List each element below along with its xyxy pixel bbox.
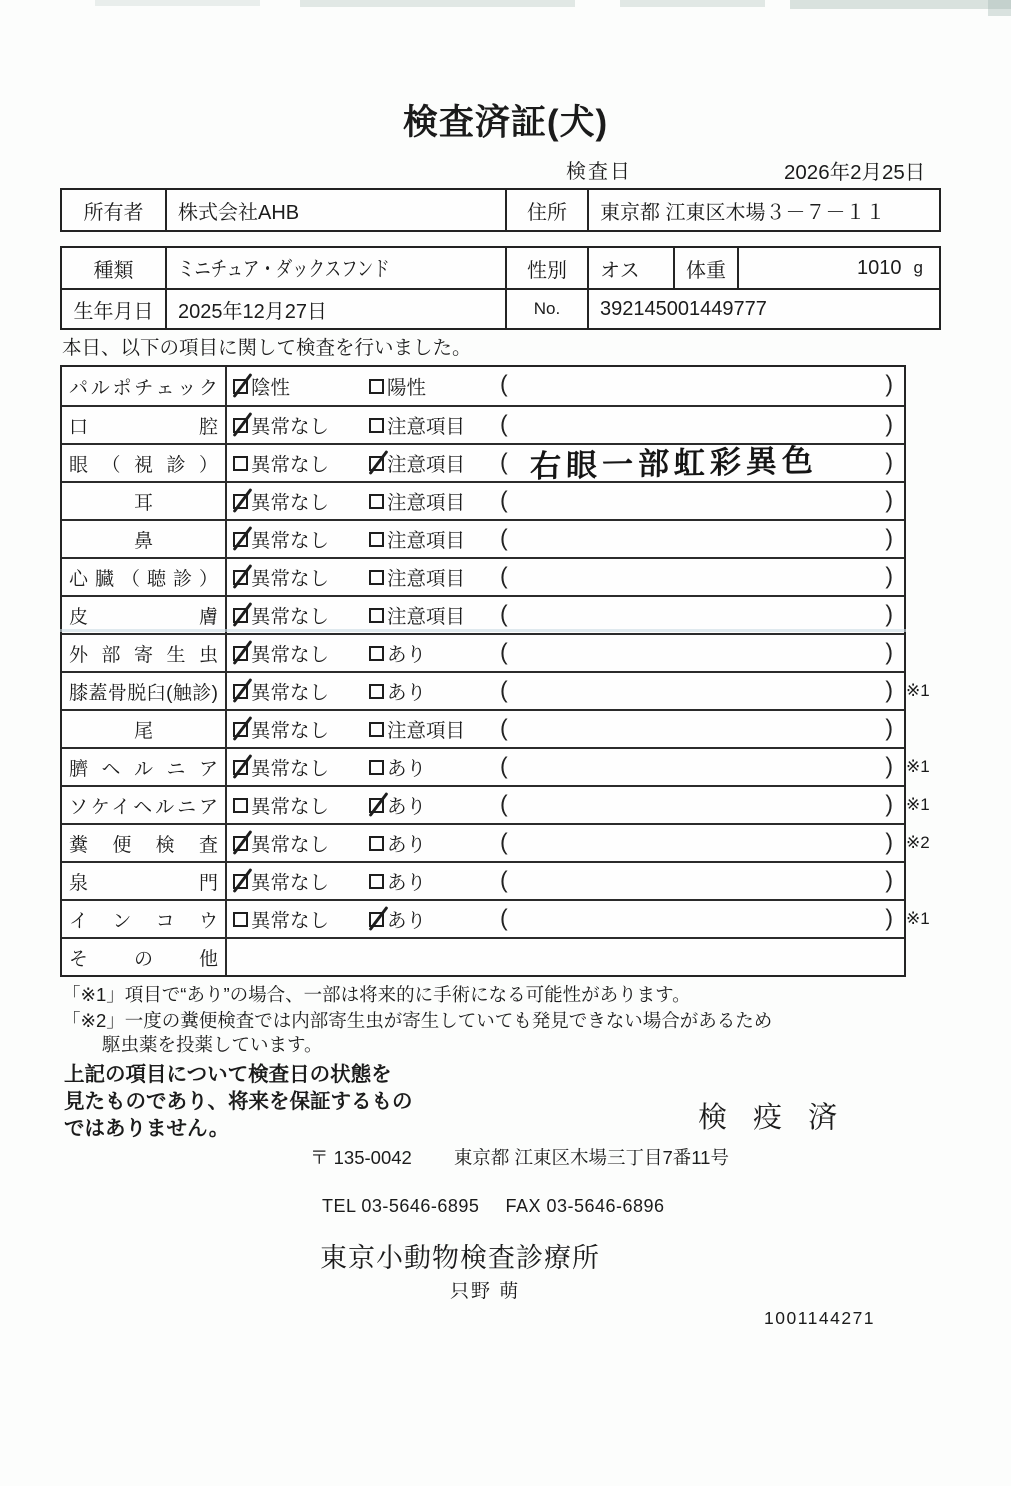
paren-open: (	[500, 866, 508, 893]
disclaimer-text	[64, 1061, 413, 1142]
option-label: 注意項目	[387, 492, 466, 514]
option-label: 注意項目	[387, 606, 466, 628]
checkbox-icon	[369, 722, 384, 737]
exam-label-cell	[62, 673, 227, 709]
option-label: 注意項目	[387, 530, 466, 552]
paren-open: (	[500, 638, 508, 665]
checkbox-icon	[233, 532, 248, 547]
paren-open: (	[500, 370, 508, 397]
scan-artifact	[988, 0, 1011, 16]
checkbox-icon	[369, 608, 384, 623]
checkbox-icon	[233, 912, 248, 927]
exam-item-label: 口腔	[69, 416, 218, 438]
exam-row	[62, 671, 930, 709]
exam-row	[62, 747, 930, 785]
checkbox-icon	[233, 456, 248, 471]
disclaimer-line-2: 見たものであり、将来を保証するもの	[64, 1090, 413, 1113]
option-2	[369, 677, 426, 705]
footnote-mark: ※1	[906, 681, 930, 700]
exam-item-label: 心臓（聴診）	[69, 568, 218, 590]
option-label: あり	[387, 910, 427, 932]
breed-text: ミニチュア・ダックスフンド	[178, 258, 390, 281]
scan-artifact	[95, 0, 260, 6]
paren-open: (	[500, 600, 508, 627]
option-label: 注意項目	[387, 454, 466, 476]
owner-address: 東京都 江東区木場３－７－１１	[600, 201, 886, 224]
option-label: 異常なし	[251, 682, 330, 704]
exam-label-cell	[62, 367, 227, 405]
exam-label-cell	[62, 521, 227, 557]
exam-row-options	[227, 367, 904, 405]
option-label: 異常なし	[251, 492, 330, 514]
paren-open: (	[500, 410, 508, 437]
exam-row	[62, 481, 904, 519]
exam-row-options	[227, 483, 904, 519]
checkbox-icon	[369, 418, 384, 433]
paren-close: )	[885, 676, 893, 703]
sex-value: オス	[589, 248, 675, 288]
option-1	[233, 449, 329, 477]
option-1	[233, 639, 329, 667]
exam-label-cell	[62, 559, 227, 595]
paren-open: (	[500, 828, 508, 855]
checkbox-icon	[369, 836, 384, 851]
clinic-address: 東京都 江東区木場三丁目7番11号	[453, 1147, 729, 1168]
checkbox-icon	[233, 798, 248, 813]
exam-row	[62, 633, 904, 671]
option-2	[369, 905, 426, 933]
option-label: 異常なし	[251, 644, 330, 666]
checkbox-icon	[233, 418, 248, 433]
option-label: 異常なし	[251, 720, 330, 742]
paren-open: (	[500, 676, 508, 703]
option-label: 異常なし	[251, 796, 330, 818]
clinic-tel-line	[322, 1196, 665, 1217]
page-title: 検査済証(犬)	[402, 103, 609, 142]
option-1	[233, 525, 329, 553]
paren-close: )	[885, 600, 893, 627]
option-1	[233, 601, 329, 629]
clinic-fax: FAX 03-5646-6896	[505, 1196, 665, 1216]
owner-name: 株式会社AHB	[167, 190, 507, 230]
option-label: 注意項目	[387, 568, 466, 590]
checkbox-icon	[369, 532, 384, 547]
paren-close: )	[885, 410, 893, 437]
option-1	[233, 905, 329, 933]
checkbox-icon	[233, 836, 248, 851]
option-1	[233, 829, 329, 857]
footnote-2-line-1: 「※2」一度の糞便検査では内部寄生虫が寄生していても発見できない場合があるため	[62, 1010, 773, 1031]
owner-table	[60, 188, 941, 232]
paren-open: (	[500, 790, 508, 817]
exam-item-label: 耳	[133, 492, 153, 514]
option-2	[369, 639, 426, 667]
paren-open: (	[500, 448, 508, 475]
exam-label-cell	[62, 635, 227, 671]
paren-close: )	[885, 752, 893, 779]
intro-sentence: 本日、以下の項目に関して検査を行いました。	[62, 337, 472, 359]
checkbox-icon	[233, 608, 248, 623]
exam-row	[62, 442, 904, 485]
weight-label: 体重	[675, 248, 739, 288]
checkbox-icon	[369, 912, 384, 927]
exam-item-label: 尾	[133, 720, 153, 742]
checkbox-icon	[369, 684, 384, 699]
paren-close: )	[885, 790, 893, 817]
owner-label: 所有者	[62, 190, 167, 230]
quarantine-stamp-text: 検 疫 済	[698, 1102, 847, 1134]
exam-item-label: パルポチェック	[69, 377, 218, 399]
exam-item-label: 膝蓋骨脱臼(触診)	[69, 682, 218, 704]
footnote-mark: ※1	[906, 795, 930, 814]
option-label: 異常なし	[251, 758, 330, 780]
option-1	[233, 867, 329, 895]
option-label: あり	[387, 872, 427, 894]
exam-item-label: 眼（視診）	[69, 454, 218, 476]
option-label: 異常なし	[251, 568, 330, 590]
footnote-mark: ※1	[906, 909, 930, 928]
exam-row-options	[227, 635, 904, 671]
breed-value	[167, 248, 507, 288]
paren-close: )	[885, 714, 893, 741]
checkbox-icon	[233, 684, 248, 699]
option-2	[369, 411, 465, 439]
breed-label: 種類	[62, 248, 167, 288]
no-value: 392145001449777	[600, 297, 767, 320]
exam-label-cell	[62, 597, 227, 633]
paren-open: (	[500, 562, 508, 589]
footnote-2-line-2: 駆虫薬を投薬しています。	[102, 1034, 323, 1055]
weight-unit: g	[913, 258, 923, 277]
exam-row-options	[227, 711, 904, 747]
option-label: 注意項目	[387, 720, 466, 742]
checkbox-icon	[369, 379, 384, 394]
checkbox-icon	[369, 646, 384, 661]
inspection-date-value: 2026年2月25日	[784, 161, 926, 184]
paren-close: )	[885, 562, 893, 589]
option-label: 異常なし	[251, 530, 330, 552]
disclaimer-line-3: ではありません。	[64, 1117, 230, 1140]
handwritten-note: 右眼一部虹彩異色	[529, 442, 819, 485]
paren-close: )	[885, 486, 893, 513]
option-label: あり	[387, 644, 427, 666]
exam-row	[62, 519, 904, 557]
option-label: 異常なし	[251, 834, 330, 856]
clinic-name: 東京小動物検査診療所	[320, 1243, 600, 1273]
option-label: あり	[387, 796, 427, 818]
exam-item-label: ソケイヘルニア	[69, 796, 218, 818]
checkbox-icon	[369, 874, 384, 889]
exam-item-label: 糞便検査	[69, 834, 218, 856]
checkbox-icon	[233, 722, 248, 737]
clinic-postal-code: 〒 135-0042	[310, 1147, 412, 1168]
exam-item-label: 泉門	[69, 872, 218, 894]
disclaimer-line-1: 上記の項目について検査日の状態を	[64, 1063, 392, 1086]
paren-close: )	[885, 904, 893, 931]
exam-row	[62, 595, 904, 633]
checkbox-icon	[369, 760, 384, 775]
sex-label: 性別	[507, 248, 589, 288]
option-1	[233, 487, 329, 515]
exam-row-options	[227, 521, 904, 557]
exam-row-options	[227, 939, 904, 975]
exam-item-label: 鼻	[133, 530, 153, 552]
checkbox-icon	[233, 646, 248, 661]
option-1	[233, 563, 329, 591]
exam-row	[62, 557, 904, 595]
pet-info-table	[60, 246, 941, 330]
option-2	[369, 487, 465, 515]
option-label: 陽性	[387, 377, 427, 399]
exam-item-label: 外部寄生虫	[69, 644, 218, 666]
option-2	[369, 563, 465, 591]
option-2	[369, 867, 426, 895]
option-2	[369, 449, 465, 477]
exam-row-options	[227, 787, 904, 823]
exam-label-cell	[62, 711, 227, 747]
serial-number: 1001144271	[764, 1308, 876, 1328]
exam-row	[62, 823, 930, 861]
checkbox-icon	[233, 379, 248, 394]
exam-row	[62, 709, 904, 747]
exam-label-cell	[62, 901, 227, 937]
checkbox-icon	[233, 760, 248, 775]
birthdate-label: 生年月日	[62, 290, 167, 328]
exam-row	[62, 785, 930, 823]
option-label: あり	[387, 682, 427, 704]
exam-label-cell	[62, 825, 227, 861]
option-1	[233, 677, 329, 705]
exam-label-cell	[62, 749, 227, 785]
option-label: 異常なし	[251, 872, 330, 894]
exam-row-options	[227, 825, 904, 861]
clinic-postal-line	[310, 1144, 729, 1170]
option-1	[233, 715, 329, 743]
checkbox-icon	[369, 494, 384, 509]
option-2	[369, 601, 465, 629]
pet-row-1	[62, 248, 939, 288]
exam-row-options	[227, 749, 904, 785]
paren-open: (	[500, 486, 508, 513]
option-2	[369, 525, 465, 553]
paren-open: (	[500, 524, 508, 551]
footnote-mark: ※1	[906, 757, 930, 776]
paren-open: (	[500, 752, 508, 779]
exam-label-cell	[62, 445, 227, 481]
option-label: あり	[387, 758, 427, 780]
clinic-tel: TEL 03-5646-6895	[322, 1196, 480, 1216]
checkbox-icon	[233, 494, 248, 509]
paren-close: )	[885, 370, 893, 397]
exam-item-label: その他	[69, 948, 218, 970]
checkbox-icon	[369, 456, 384, 471]
birthdate-value: 2025年12月27日	[167, 290, 507, 328]
option-2	[369, 753, 426, 781]
exam-label-cell	[62, 787, 227, 823]
weight-value: 1010	[857, 256, 902, 279]
exam-row	[62, 937, 904, 975]
exam-label-cell	[62, 407, 227, 443]
option-2	[369, 715, 465, 743]
exam-label-cell	[62, 863, 227, 899]
option-2	[369, 829, 426, 857]
option-label: 陰性	[251, 377, 291, 399]
paren-close: )	[885, 828, 893, 855]
no-label: No.	[507, 290, 589, 328]
exam-row-options	[227, 673, 904, 709]
footnote-mark: ※2	[906, 833, 930, 852]
paren-close: )	[885, 448, 893, 475]
scan-artifact	[300, 0, 575, 7]
option-2	[369, 372, 426, 400]
option-label: 異常なし	[251, 910, 330, 932]
exam-row-options	[227, 559, 904, 595]
option-1	[233, 753, 329, 781]
exam-row	[62, 899, 930, 937]
exam-table	[60, 365, 930, 977]
veterinarian-name: 只野 萌	[450, 1281, 521, 1302]
inspection-date-label: 検査日	[566, 161, 632, 183]
address-label: 住所	[507, 190, 589, 230]
exam-row-options	[227, 442, 904, 485]
exam-row-options	[227, 901, 904, 937]
paren-open: (	[500, 714, 508, 741]
scan-artifact	[790, 0, 1011, 9]
owner-row	[62, 190, 939, 230]
paren-open: (	[500, 904, 508, 931]
option-label: 注意項目	[387, 416, 466, 438]
option-1	[233, 411, 329, 439]
exam-label-cell	[62, 939, 227, 975]
option-label: 異常なし	[251, 416, 330, 438]
exam-row	[62, 861, 904, 899]
option-label: 異常なし	[251, 454, 330, 476]
exam-row	[62, 367, 904, 405]
paren-close: )	[885, 638, 893, 665]
option-2	[369, 791, 426, 819]
paren-close: )	[885, 866, 893, 893]
checkbox-icon	[233, 874, 248, 889]
weight-value-cell	[739, 248, 939, 288]
exam-label-cell	[62, 483, 227, 519]
exam-row-options	[227, 863, 904, 899]
exam-item-label: インコウ	[69, 910, 218, 932]
option-label: 異常なし	[251, 606, 330, 628]
pet-row-2	[62, 288, 939, 328]
scan-artifact	[620, 0, 765, 7]
exam-item-label: 臍ヘルニア	[69, 758, 218, 780]
checkbox-icon	[233, 570, 248, 585]
footnote-1: 「※1」項目で“あり”の場合、一部は将来的に手術になる可能性があります。	[62, 984, 691, 1005]
exam-item-label: 皮膚	[69, 606, 218, 628]
option-1	[233, 791, 329, 819]
exam-row-options	[227, 597, 904, 633]
option-1	[233, 372, 290, 400]
paren-close: )	[885, 524, 893, 551]
option-label: あり	[387, 834, 427, 856]
checkbox-icon	[369, 570, 384, 585]
checkbox-icon	[369, 798, 384, 813]
